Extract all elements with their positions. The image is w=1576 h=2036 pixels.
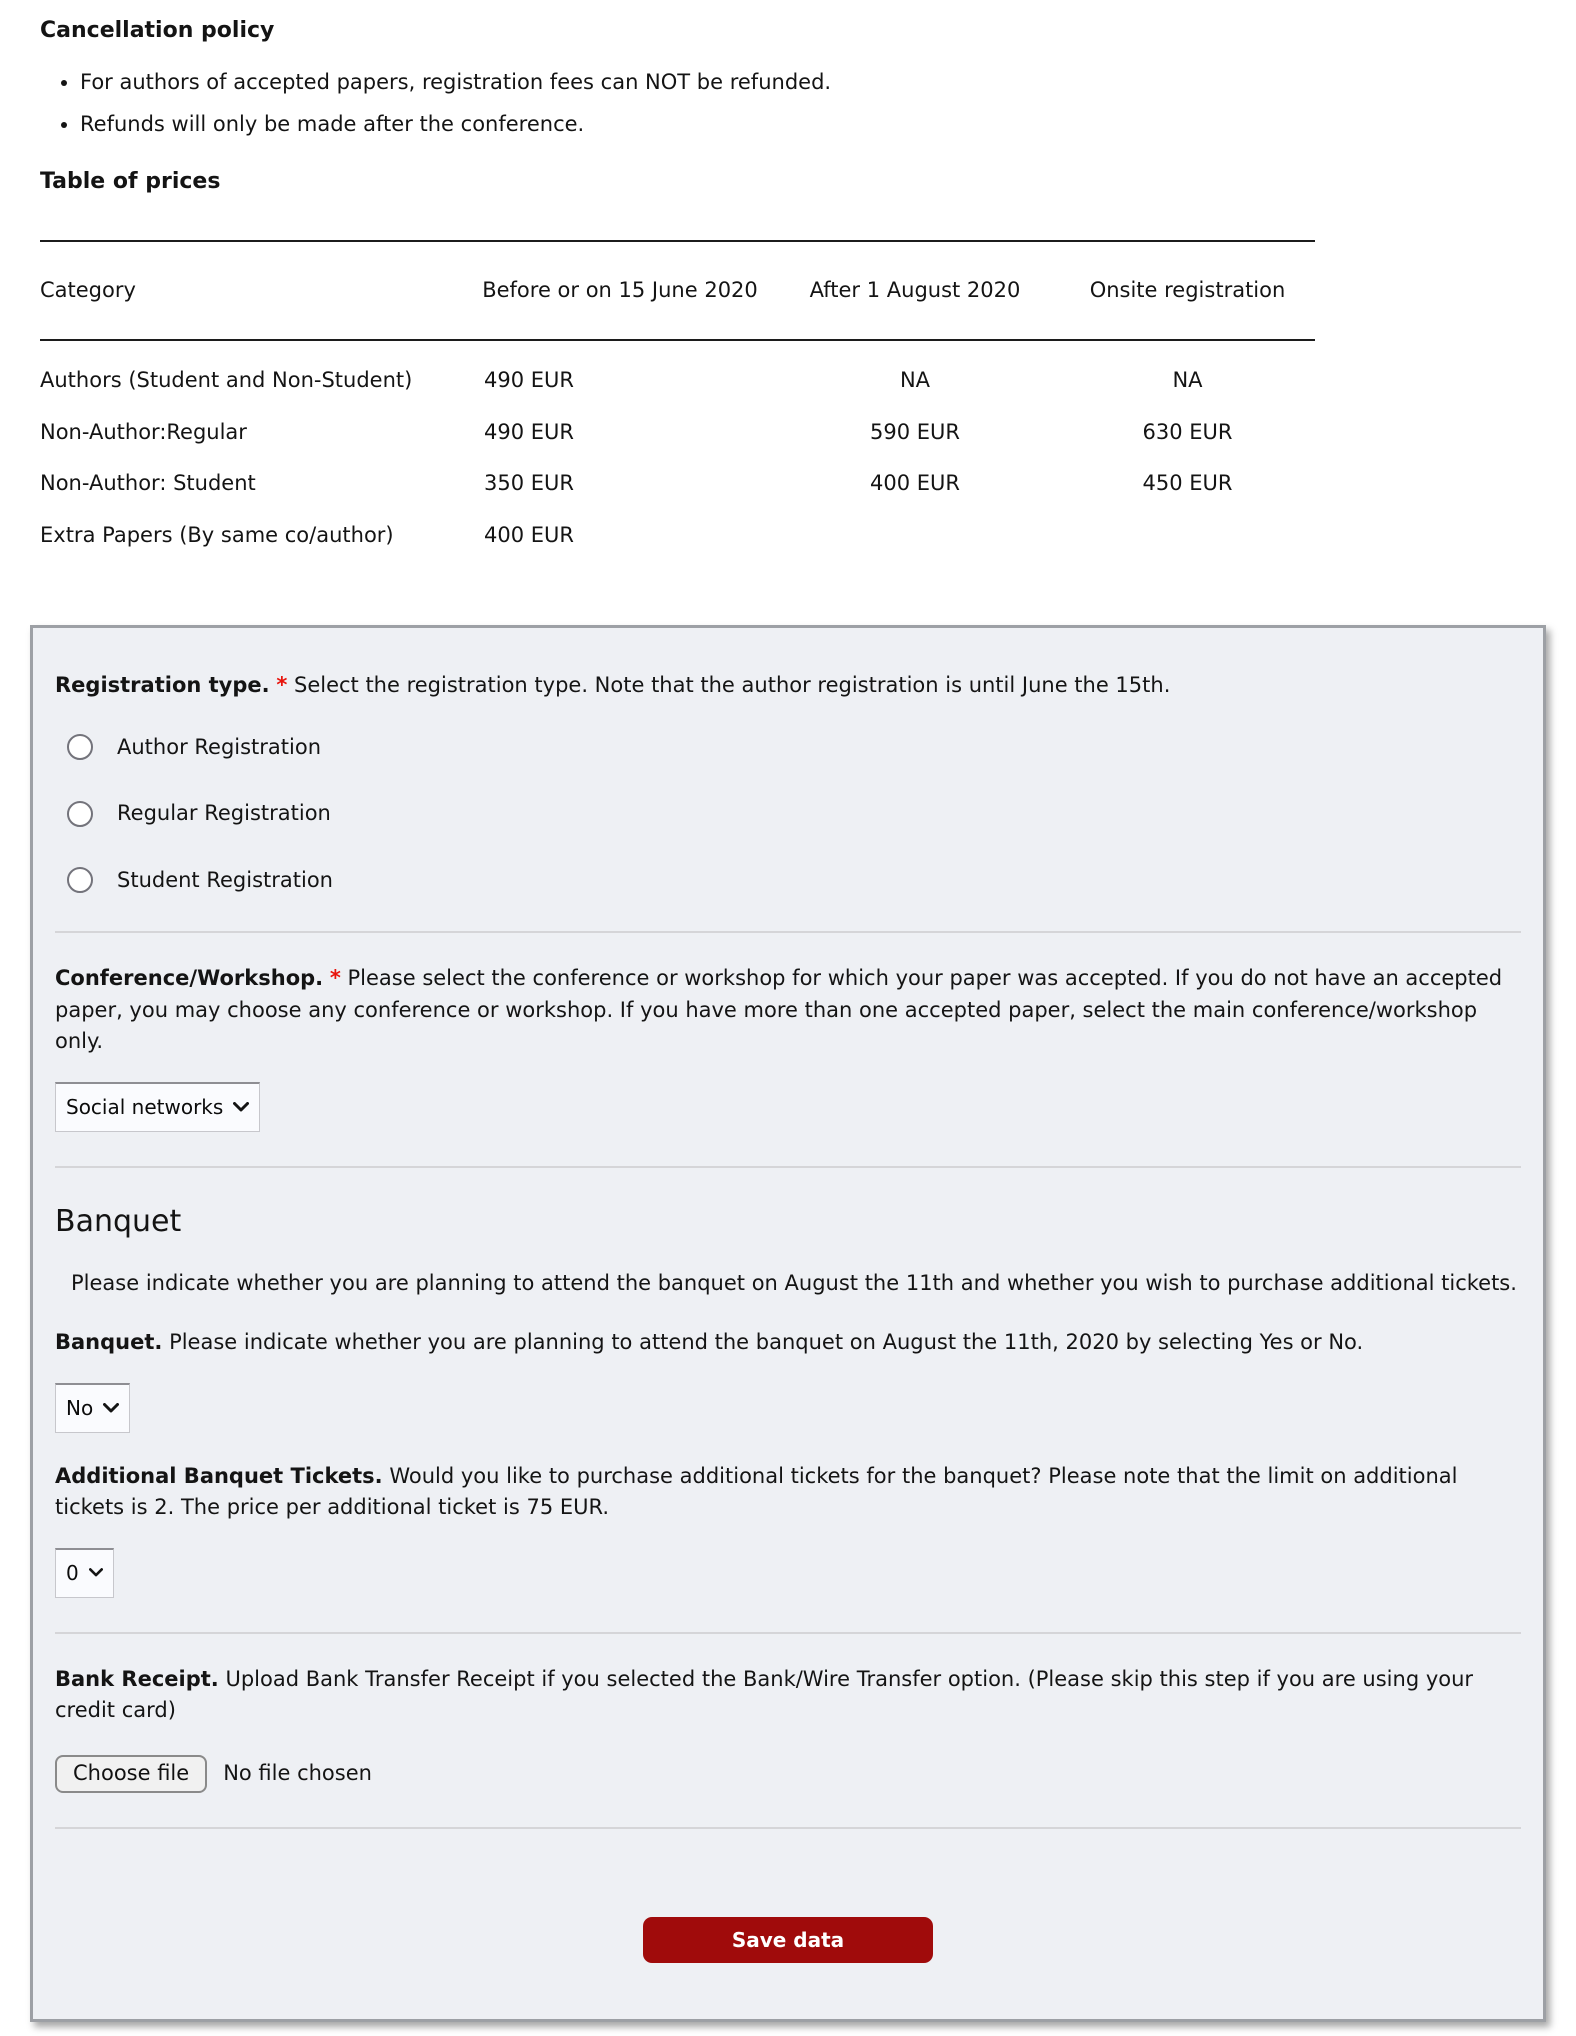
additional-tickets-description: Would you like to purchase additional tickets for the banquet? Please note that the limit on additional tickets is 2. The price per additional ticket is 75 EUR. [55, 1463, 1458, 1520]
price-cell: NA [899, 368, 931, 393]
price-cell: 400 EUR [484, 522, 574, 547]
cancellation-policy-title: Cancellation policy [40, 18, 275, 43]
chevron-down-icon [233, 1102, 249, 1112]
radio-label: Author Registration [117, 734, 322, 759]
chevron-down-icon [89, 1568, 103, 1577]
conference-field-label [55, 963, 1521, 1058]
category-cell: Non-Author: Student [40, 471, 256, 496]
banquet-intro: Please indicate whether you are planning to attend the banquet on August the 11th and whether you wish to purchase additional tickets. [71, 1270, 1517, 1295]
banquet-field-label [55, 1327, 1521, 1359]
chevron-down-icon [103, 1403, 119, 1413]
required-asterisk: * [329, 966, 341, 991]
radio-option-author-registration[interactable] [67, 732, 1521, 764]
category-cell: Non-Author:Regular [40, 419, 247, 444]
table-row [40, 510, 1315, 562]
price-table-header-row [40, 241, 1315, 341]
policy-and-prices-section [0, 0, 1576, 561]
table-row [40, 407, 1315, 459]
bank-receipt-field-label [55, 1664, 1521, 1727]
bank-receipt-file-input [55, 1755, 1521, 1793]
cancellation-policy-item: • Refunds will only be made after the conference. [80, 109, 1536, 141]
banquet-description: Please indicate whether you are planning to attend the banquet on August the 11th, 2020 by selecting Yes or No. [169, 1330, 1364, 1355]
table-row [40, 458, 1315, 510]
radio-label: Regular Registration [117, 801, 331, 826]
additional-tickets-select[interactable] [55, 1548, 114, 1598]
category-cell: Extra Papers (By same co/author) [40, 522, 394, 547]
conference-label: Conference/Workshop. [55, 966, 324, 991]
radio-button[interactable] [67, 734, 93, 760]
price-cell: 490 EUR [484, 419, 574, 444]
column-header-onsite: Onsite registration [1060, 241, 1315, 341]
price-cell [770, 510, 1060, 562]
cancellation-policy-item: • For authors of accepted papers, registration fees can NOT be refunded. [80, 67, 1536, 99]
bank-receipt-label: Bank Receipt. [55, 1666, 219, 1691]
save-button-row [55, 1917, 1521, 1963]
additional-tickets-label: Additional Banquet Tickets. [55, 1463, 383, 1488]
bank-receipt-description: Upload Bank Transfer Receipt if you selected the Bank/Wire Transfer option. (Please skip this step if you are using your credit card) [55, 1666, 1474, 1723]
registration-type-label: Registration type. [55, 673, 270, 698]
price-cell: NA [1172, 368, 1203, 393]
conference-select-value: Social networks [66, 1094, 224, 1119]
price-cell: 630 EUR [1142, 419, 1233, 444]
conference-description: Please select the conference or workshop for which your paper was accepted. If you do not have an accepted paper, you may choose any conference or workshop. If you have more than one accepted paper, select the main conference/workshop only. [55, 966, 1503, 1054]
registration-type-description: Select the registration type. Note that the author registration is until June the 15th. [293, 673, 1171, 698]
radio-button[interactable] [67, 801, 93, 827]
price-cell: 450 EUR [1142, 471, 1233, 496]
price-cell: 400 EUR [870, 471, 960, 496]
price-table [40, 240, 1315, 562]
additional-tickets-select-value: 0 [66, 1560, 79, 1585]
column-header-early: Before or on 15 June 2020 [470, 241, 770, 341]
column-header-category: Category [40, 241, 470, 341]
price-cell [1060, 510, 1315, 562]
column-header-late: After 1 August 2020 [770, 241, 1060, 341]
additional-tickets-field-label [55, 1461, 1521, 1524]
divider [55, 1632, 1521, 1634]
table-of-prices-title: Table of prices [40, 168, 221, 194]
conference-select[interactable] [55, 1082, 260, 1132]
price-cell: 350 EUR [484, 471, 574, 496]
divider [55, 1166, 1521, 1168]
category-cell: Authors (Student and Non-Student) [40, 368, 413, 393]
table-row [40, 340, 1315, 407]
radio-label: Student Registration [117, 867, 333, 892]
banquet-select[interactable] [55, 1383, 130, 1433]
required-asterisk: * [276, 673, 288, 698]
cancellation-policy-list [40, 67, 1536, 141]
divider [55, 931, 1521, 933]
banquet-heading: Banquet [55, 1203, 182, 1239]
registration-form-panel [30, 625, 1546, 2022]
banquet-select-value: No [66, 1395, 94, 1420]
price-cell: 490 EUR [484, 368, 574, 393]
divider [55, 1827, 1521, 1829]
radio-button[interactable] [67, 867, 93, 893]
price-cell: 590 EUR [870, 419, 960, 444]
save-data-button[interactable]: Save data [643, 1917, 933, 1963]
radio-option-regular-registration[interactable] [67, 798, 1521, 830]
choose-file-button[interactable]: Choose file [55, 1755, 207, 1793]
registration-type-field-label [55, 670, 1521, 702]
radio-option-student-registration[interactable] [67, 865, 1521, 897]
file-chosen-status: No file chosen [223, 1760, 372, 1785]
banquet-label: Banquet. [55, 1330, 163, 1355]
